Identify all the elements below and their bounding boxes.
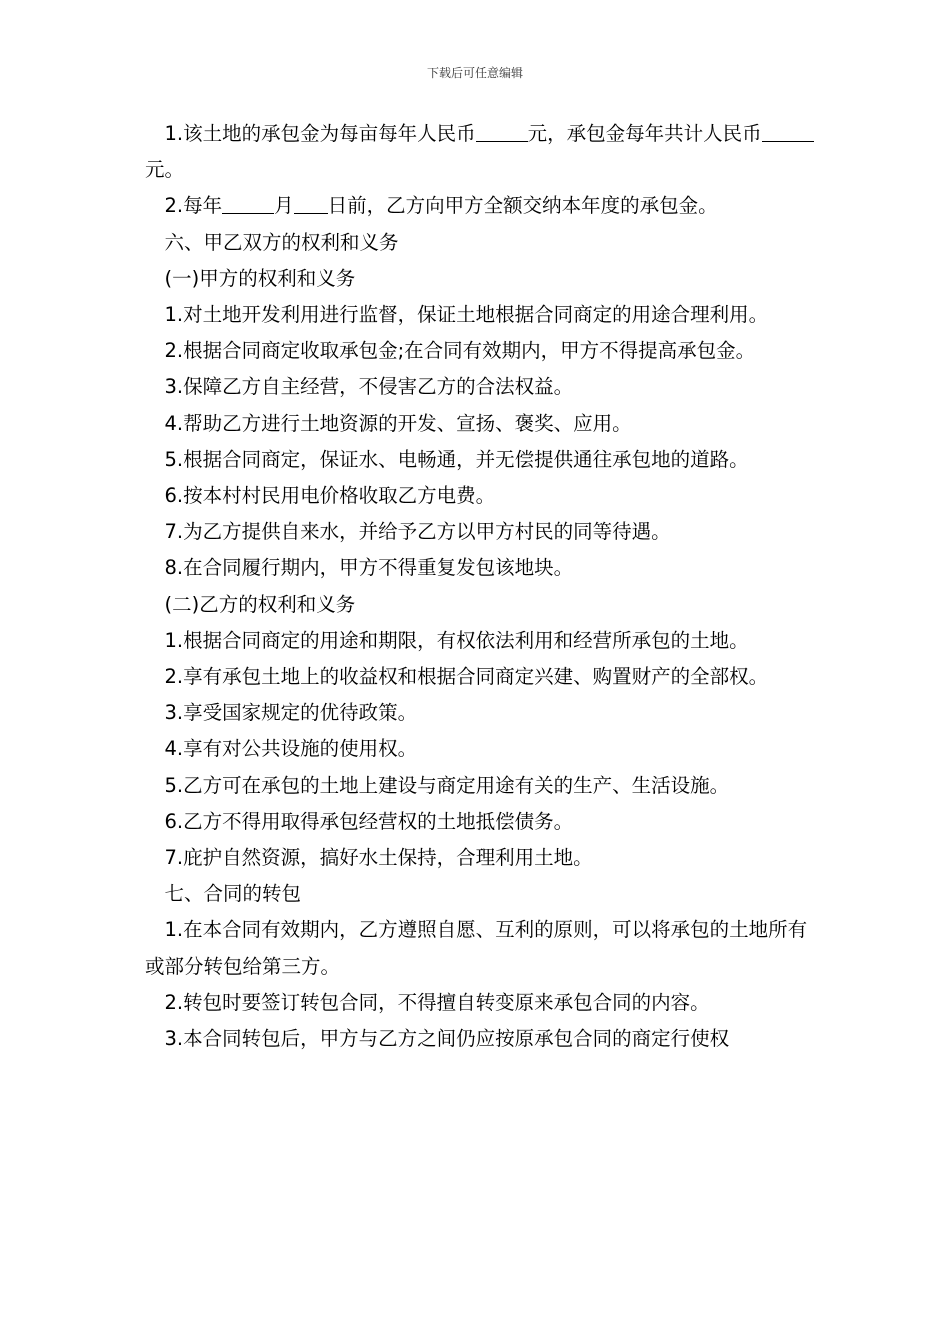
- subsection-heading: (二)乙方的权利和义务: [164, 592, 356, 616]
- subsection-heading: (一)甲方的权利和义务: [164, 266, 356, 290]
- blank-line: [294, 194, 328, 215]
- paragraph: 4.帮助乙方进行土地资源的开发、宣扬、褒奖、应用。: [164, 411, 632, 435]
- paragraph: 6.乙方不得用取得承包经营权的土地抵偿债务。: [164, 809, 574, 833]
- paragraph: 3.保障乙方自主经营，不侵害乙方的合法权益。: [164, 375, 574, 399]
- text-span: 1.该土地的承包金为每亩每年人民币: [164, 122, 476, 145]
- paragraph: 5.乙方可在承包的土地上建设与商定用途有关的生产、生活设施。: [164, 773, 730, 797]
- page-header: 下载后可任意编辑: [426, 66, 523, 80]
- section-heading: 七、合同的转包: [164, 882, 302, 906]
- blank-line: [476, 122, 528, 143]
- paragraph: 3.本合同转包后，甲方与乙方之间仍应按原承包合同的商定行使权: [164, 1027, 730, 1051]
- paragraph: 2.转包时要签订转包合同，不得擅自转变原来承包合同的内容。: [164, 990, 710, 1014]
- paragraph: 8.在合同履行期内，甲方不得重复发包该地块。: [164, 556, 574, 580]
- paragraph-due-date: [145, 188, 825, 224]
- paragraph: 7.为乙方提供自来水，并给予乙方以甲方村民的同等待遇。: [164, 520, 671, 544]
- paragraph: 3.享受国家规定的优待政策。: [164, 701, 418, 725]
- text-span: 元，承包金每年共计人民币: [527, 122, 762, 145]
- paragraph-fee: [145, 116, 825, 188]
- section-heading: 六、甲乙双方的权利和义务: [164, 230, 399, 254]
- paragraph: 1.在本合同有效期内，乙方遵照自愿、互利的原则，可以将承包的土地所有或部分转包给第三方。: [145, 918, 808, 978]
- paragraph: 5.根据合同商定，保证水、电畅通，并无偿提供通往承包地的道路。: [164, 447, 749, 471]
- paragraph: 1.对土地开发利用进行监督，保证土地根据合同商定的用途合理利用。: [164, 303, 769, 327]
- text-span: 月: [274, 194, 294, 218]
- blank-line: [762, 122, 814, 143]
- text-span: 2.每年: [164, 194, 223, 218]
- paragraph: 2.享有承包土地上的收益权和根据合同商定兴建、购置财产的全部权。: [164, 665, 769, 689]
- paragraph: 7.庇护自然资源，搞好水土保持，合理利用土地。: [164, 846, 593, 870]
- paragraph: 1.根据合同商定的用途和期限，有权依法利用和经营所承包的土地。: [164, 628, 749, 652]
- text-span: 日前，乙方向甲方全额交纳本年度的承包金。: [327, 194, 718, 218]
- paragraph: 4.享有对公共设施的使用权。: [164, 737, 418, 761]
- document-body: [145, 116, 825, 1057]
- paragraph: 2.根据合同商定收取承包金;在合同有效期内，甲方不得提高承包金。: [164, 339, 756, 363]
- paragraph: 6.按本村村民用电价格收取乙方电费。: [164, 484, 496, 508]
- text-span: 元。: [145, 158, 185, 182]
- blank-line: [222, 194, 274, 215]
